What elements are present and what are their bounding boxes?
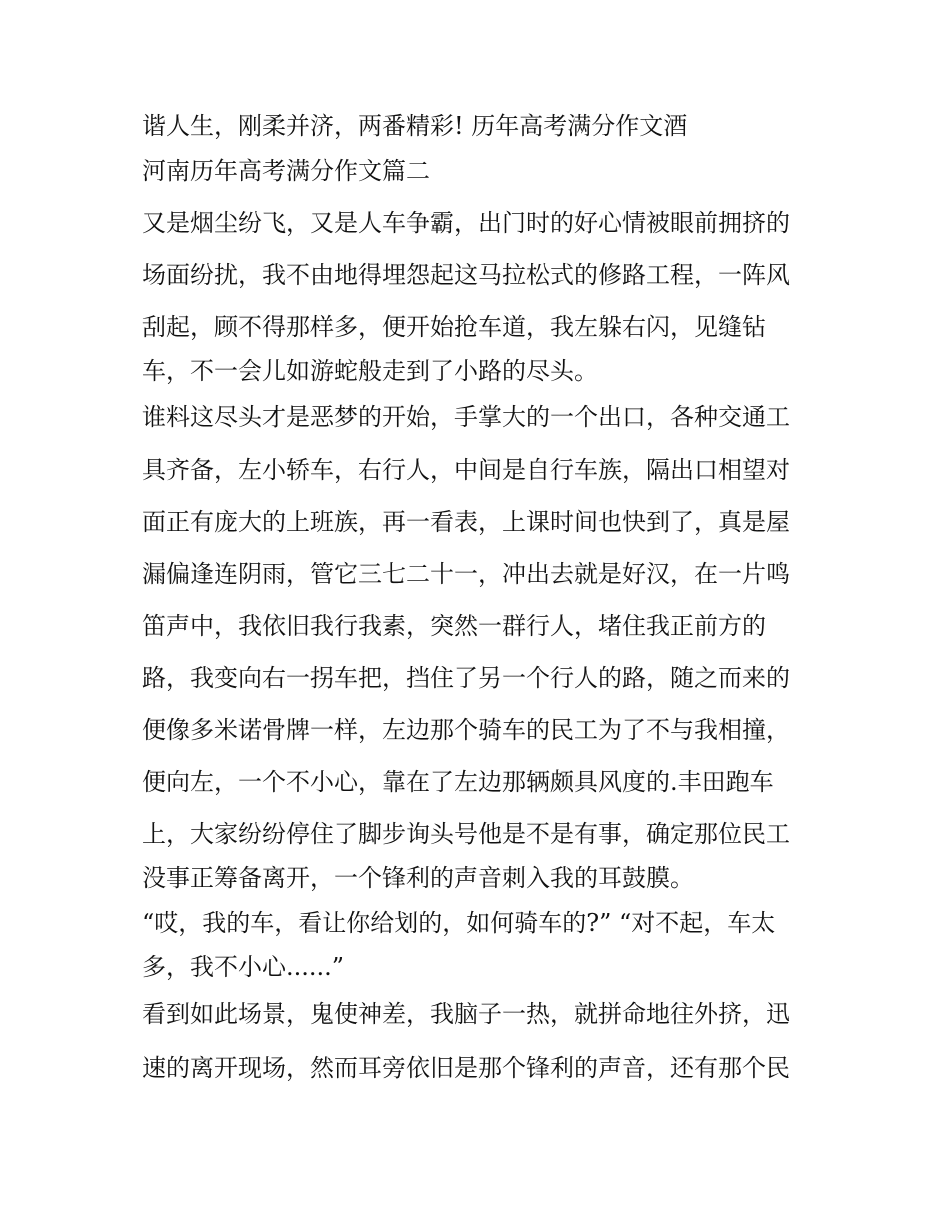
text-line: 便像多米诺骨牌一样，左边那个骑车的民工为了不与我相撞， — [142, 716, 790, 744]
text-line: 漏偏逢连阴雨，管它三七二十一，冲出去就是好汉，在一片鸣 — [142, 560, 790, 588]
text-line: 笛声中，我依旧我行我素，突然一群行人，堵住我正前方的 — [142, 612, 766, 640]
text-line: 没事正筹备离开，一个锋利的声音刺入我的耳鼓膜。 — [142, 864, 694, 892]
text-line: 看到如此场景，鬼使神差，我脑子一热，就拼命地往外挤，迅 — [142, 1000, 790, 1028]
text-line: 刮起，顾不得那样多，便开始抢车道，我左躲右闪，见缝钻 — [142, 313, 766, 341]
text-line: 多，我不小心......” — [142, 953, 345, 981]
text-line: 又是烟尘纷飞，又是人车争霸，出门时的好心情被眼前拥挤的 — [142, 209, 790, 237]
text-line: 谐人生，刚柔并济，两番精彩! 历年高考满分作文酒 — [142, 112, 688, 140]
text-line: 车，不一会儿如游蛇般走到了小路的尽头。 — [142, 357, 598, 385]
text-line: 面正有庞大的上班族，再一看表，上课时间也快到了，真是屋 — [142, 508, 790, 536]
text-line: 速的离开现场，然而耳旁依旧是那个锋利的声音，还有那个民 — [142, 1054, 790, 1082]
text-line: “哎，我的车，看让你给划的，如何骑车的?” “对不起，车太 — [142, 909, 776, 937]
document-body — [142, 108, 822, 1094]
text-line: 场面纷扰，我不由地得埋怨起这马拉松式的修路工程，一阵风 — [142, 261, 790, 289]
text-line: 具齐备，左小轿车，右行人，中间是自行车族，隔出口相望对 — [142, 456, 790, 484]
text-line: 河南历年高考满分作文篇二 — [142, 157, 430, 185]
text-line: 谁料这尽头才是恶梦的开始，手掌大的一个出口，各种交通工 — [142, 403, 790, 431]
text-line: 便向左，一个不小心，靠在了左边那辆颇具风度的.丰田跑车 — [142, 768, 774, 796]
text-line: 上，大家纷纷停住了脚步询头号他是不是有事，确定那位民工 — [142, 820, 790, 848]
text-line: 路，我变向右一拐车把，挡住了另一个行人的路，随之而来的 — [142, 664, 790, 692]
